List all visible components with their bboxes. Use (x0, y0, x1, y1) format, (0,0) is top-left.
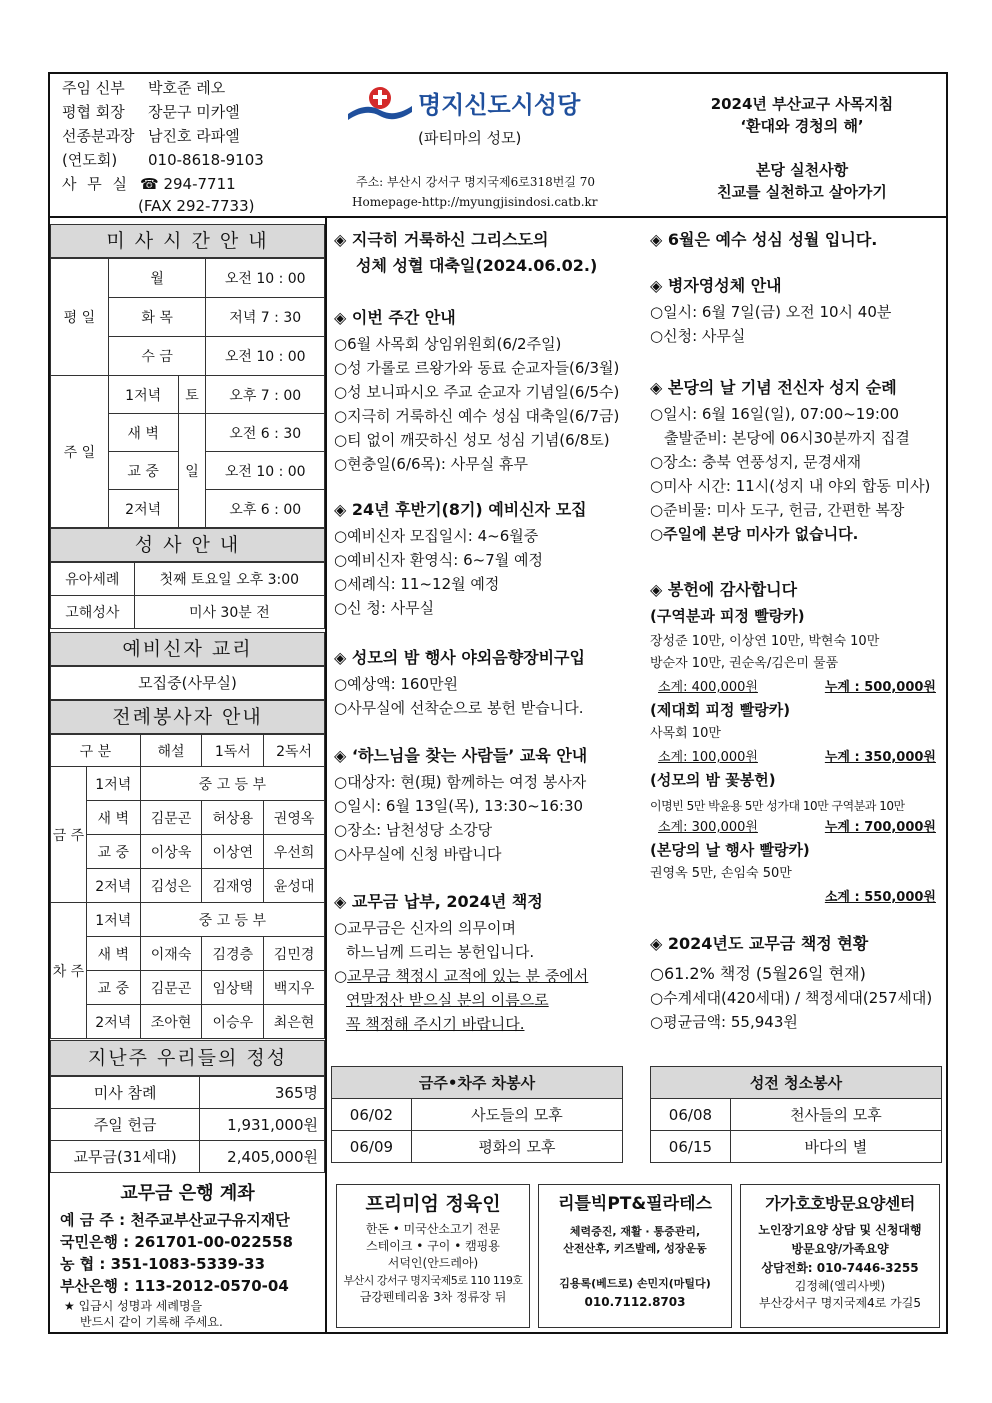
offering-value: 2,405,000원 (200, 1141, 325, 1173)
servers-table (50, 734, 325, 1039)
ad-line: 체력증진, 재활 · 통증관리, (569, 1225, 701, 1238)
list-item-text: 현충일(6/6목): 사무실 휴무 (347, 455, 528, 473)
ad-title: 가가호호방문요양센터 (765, 1194, 915, 1213)
gift-donors: 방순자 10만, 권순옥/김은미 물품 (650, 656, 839, 671)
server-name: 조아현 (140, 1005, 202, 1039)
list-item-text: 61.2% 책정 (5월26일 현재) (663, 964, 866, 983)
list-item: ○사무실에 선착순으로 봉헌 받습니다. (334, 699, 584, 717)
bank-holder: 예 금 주 : 천주교부산교구유지재단 (60, 1211, 290, 1229)
mass-times-table (50, 258, 325, 528)
sacrament-title: 성 사 안 내 (50, 528, 325, 562)
ad-line: 한돈 • 미국산소고기 전문 (365, 1222, 501, 1236)
bank-note: 반드시 같이 기록해 주세요. (80, 1315, 223, 1329)
server-mass: 새 벽 (86, 937, 140, 971)
offering-title: 지난주 우리들의 정성 (50, 1040, 325, 1076)
pastoral-year: 2024년 부산교구 사목지침 (710, 95, 894, 113)
server-mass: 1저녁 (86, 903, 140, 937)
weekly-title (334, 308, 456, 328)
list-item: ○티 없이 깨끗하신 성모 성심 기념(6/8토) (334, 431, 610, 449)
dues-title (334, 892, 543, 912)
mass-time: 오전 10 : 00 (206, 452, 325, 490)
list-item-text: 일시: 6월 16일(일), 07:00~19:00 (663, 405, 900, 423)
list-item: ○일시: 6월 13일(목), 13:30~16:30 (334, 797, 584, 815)
catechumen-title: 예비신자 교리 (50, 632, 325, 666)
server-group: 중 고 등 부 (140, 903, 324, 937)
offering-table (50, 1076, 325, 1173)
list-item: ○교무금은 신자의 의무이며 (334, 919, 517, 937)
week1-label: 금 주 (51, 767, 87, 903)
list-item: ○예비신자 환영식: 6~7월 예정 (334, 551, 544, 569)
pastoral-theme: ‘환대와 경청의 해’ (740, 117, 864, 135)
list-item: ○미사 시간: 11시(성지 내 야외 합동 미사) (650, 477, 931, 495)
mass-day2: 토 (178, 376, 206, 414)
sunday-label: 주 일 (51, 376, 109, 528)
gift-total: 누계 : 350,000원 (824, 750, 936, 765)
server-name: 이상연 (202, 835, 264, 869)
server-mass: 2저녁 (86, 1005, 140, 1039)
servers-header: 1독서 (202, 735, 264, 767)
ad-line: 김정혜(엘리사벳) (794, 1279, 886, 1293)
office-fax: (FAX 292-7733) (138, 197, 255, 215)
cleaning-duty-title: 성전 청소봉사 (651, 1067, 942, 1099)
communion-list (650, 300, 891, 348)
priest-value: 박호준 레오 (148, 79, 226, 97)
weekly-title-text: 이번 주간 안내 (351, 308, 456, 327)
duty-date: 06/15 (651, 1131, 731, 1163)
ad-butcher (336, 1184, 530, 1328)
audio-list (334, 672, 584, 720)
gift-donors: 이명빈 5만 박윤용 5만 성가대 10만 구역분과 10만 (650, 799, 905, 813)
recruit-list (334, 524, 543, 620)
server-name: 김문곤 (140, 971, 202, 1005)
servers-title: 전례봉사자 안내 (50, 700, 325, 734)
list-item-text: 준비물: 미사 도구, 헌금, 간편한 복장 (663, 501, 905, 519)
office-phone: ☎ 294-7711 (140, 175, 236, 193)
dues-status-list (650, 962, 932, 1034)
mass-time: 오전 6 : 30 (206, 414, 325, 452)
list-item-text: 예비신자 환영식: 6~7월 예정 (347, 551, 544, 569)
duty-date: 06/08 (651, 1099, 731, 1131)
offering-value: 365명 (200, 1077, 325, 1109)
mass-time: 저녁 7 : 30 (206, 298, 325, 337)
list-item: ○세례식: 11~12월 예정 (334, 575, 500, 593)
office-label: 사 무 실 (62, 175, 131, 193)
list-item-text: 지극히 거룩하신 예수 성심 대축일(6/7금) (347, 407, 620, 425)
server-name: 윤성대 (264, 869, 325, 903)
duty-group: 평화의 모후 (411, 1131, 622, 1163)
duty-group: 사도들의 모후 (411, 1099, 622, 1131)
pilgrimage-list (650, 402, 930, 546)
diamond-icon: ◈ (334, 230, 352, 249)
list-item: ○신 청: 사무실 (334, 599, 435, 617)
recruit-title-text: 24년 후반기(8기) 예비신자 모집 (351, 500, 587, 519)
month-title (650, 230, 877, 250)
thanks-title-text: 봉헌에 감사합니다 (667, 580, 798, 599)
ad-line: 산전산후, 키즈발레, 성장운동 (563, 1242, 707, 1255)
offering-value: 1,931,000원 (200, 1109, 325, 1141)
server-name: 임상택 (202, 971, 264, 1005)
ad-line: 서덕인(안드레아) (387, 1256, 479, 1270)
sacrament-time: 미사 30분 전 (134, 596, 324, 629)
week2-label: 차 주 (51, 903, 87, 1039)
list-item: ○장소: 충북 연풍성지, 문경새재 (650, 453, 862, 471)
bank-title: 교무금 은행 계좌 (120, 1183, 255, 1204)
council-value: 장문구 미카엘 (148, 103, 240, 121)
ad-title: 리틀빅PT&필라테스 (558, 1194, 712, 1214)
gift-subtotal: 소계: 300,000원 (658, 820, 758, 835)
gift-donors: 사목회 10만 (650, 726, 721, 741)
cleaning-duty-table (650, 1066, 942, 1163)
list-item-text: 성 보니파시오 주교 순교자 기념일(6/5수) (347, 383, 620, 401)
bank-kookmin: 국민은행 : 261701-00-022558 (60, 1233, 293, 1251)
list-item-text: 평균금액: 55,943원 (663, 1013, 798, 1031)
list-item: ○평균금액: 55,943원 (650, 1013, 798, 1031)
ad-line: 부산시 강서구 명지국제5로 110 119호 (343, 1274, 523, 1287)
list-item-text: 출발준비: 본당에 06시30분까지 집결 (664, 429, 910, 447)
church-name: 명지신도시성당 (418, 91, 581, 119)
diamond-icon: ◈ (650, 230, 668, 249)
recruit-title (334, 500, 587, 520)
ad-line: 금강펜테리움 3차 정류장 뒤 (359, 1290, 507, 1304)
list-item-text: 주일에 본당 미사가 없습니다. (663, 525, 859, 543)
yeondo-label: (연도회) (62, 151, 118, 169)
pilgrimage-title-text: 본당의 날 기념 전신자 성지 순례 (667, 378, 897, 397)
left-column-divider (325, 216, 327, 1334)
servers-header: 구 분 (51, 735, 141, 767)
duty-date: 06/02 (332, 1099, 412, 1131)
ad-line: 부산강서구 명지국제4로 가길5 (758, 1296, 921, 1310)
communion-title-text: 병자영성체 안내 (667, 276, 782, 295)
address: 주소: 부산시 강서구 명지국제6로318번길 70 (356, 175, 595, 189)
ad-care-center (740, 1184, 940, 1328)
audio-title-text: 성모의 밤 행사 야외음향장비구입 (351, 648, 585, 667)
mass-time: 오후 6 : 00 (206, 490, 325, 528)
ad-line: 방문요양/가족요양 (791, 1242, 889, 1256)
bank-note: ★ 입금시 성명과 세례명을 (64, 1299, 203, 1313)
duty-group: 천사들의 모후 (730, 1099, 941, 1131)
server-name: 이승우 (202, 1005, 264, 1039)
mass-day: 수 금 (108, 337, 206, 376)
mass-day: 1저녁 (108, 376, 178, 414)
list-item-text: 예상액: 160만원 (347, 675, 458, 693)
gift-donors: 장성준 10만, 이상연 10만, 박현숙 10만 (650, 634, 880, 649)
diamond-icon: ◈ (334, 892, 352, 911)
diamond-icon: ◈ (650, 934, 668, 953)
server-name: 권영옥 (264, 801, 325, 835)
mass-time: 오전 10 : 00 (206, 259, 325, 298)
diamond-icon: ◈ (650, 580, 668, 599)
car-duty-title: 금주•차주 차봉사 (332, 1067, 623, 1099)
diamond-icon: ◈ (650, 276, 668, 295)
gift-subtotal: 소계: 100,000원 (658, 750, 758, 765)
list-item-text: 사무실에 선착순으로 봉헌 받습니다. (347, 699, 584, 717)
list-item-text: 예비신자 모집일시: 4~6월중 (347, 527, 539, 545)
server-name: 허상용 (202, 801, 264, 835)
ad-phone: 010.7112.8703 (584, 1295, 686, 1309)
feast-title (334, 230, 549, 250)
list-item-text: 수계세대(420세대) / 책정세대(257세대) (663, 989, 933, 1007)
gift-total: 누계 : 500,000원 (824, 680, 936, 695)
list-item: ○지극히 거룩하신 예수 성심 대축일(6/7금) (334, 407, 620, 425)
yeondo-value: 010-8618-9103 (148, 151, 264, 169)
list-item-text: 연말정산 받으실 분의 이름으로 (346, 991, 549, 1009)
weekly-list (334, 332, 619, 476)
funeral-label: 선종분과장 (62, 127, 135, 145)
funeral-value: 남진호 라파엘 (148, 127, 240, 145)
ad-phone: 상담전화: 010-7446-3255 (761, 1261, 919, 1275)
server-name: 이상욱 (140, 835, 202, 869)
list-item-text: 6월 사목회 상임위원회(6/2주일) (347, 335, 562, 353)
communion-title (650, 276, 782, 296)
server-name: 김민경 (264, 937, 325, 971)
weekday-label: 평 일 (51, 259, 109, 376)
mass-day: 월 (108, 259, 206, 298)
gift-group-title: (구역분과 피정 빨랑카) (650, 607, 805, 625)
dues-status-title (650, 934, 868, 954)
list-item-text: 대상자: 현(現) 함께하는 여정 봉사자 (347, 773, 587, 791)
church-subtitle: (파티마의 성모) (418, 129, 522, 147)
dues-list (334, 916, 588, 1036)
list-item-text: 미사 시간: 11시(성지 내 야외 합동 미사) (663, 477, 931, 495)
list-item-text: 티 없이 깨끗하신 성모 성심 기념(6/8토) (347, 431, 610, 449)
education-title (334, 746, 587, 766)
list-item-text: 세례식: 11~12월 예정 (347, 575, 500, 593)
list-item-text: 꼭 책정해 주시기 바랍니다. (346, 1015, 525, 1033)
list-item: ○신청: 사무실 (650, 327, 746, 345)
gift-subtotal: 소계: 400,000원 (658, 680, 758, 695)
server-name: 이재숙 (140, 937, 202, 971)
server-group: 중 고 등 부 (140, 767, 324, 801)
header-divider (48, 216, 948, 218)
list-item-text: 신청: 사무실 (663, 327, 746, 345)
list-item: ○예비신자 모집일시: 4~6월중 (334, 527, 539, 545)
server-name: 백지우 (264, 971, 325, 1005)
sacrament-name: 고해성사 (51, 596, 135, 629)
dues-title-text: 교무금 납부, 2024년 책정 (351, 892, 543, 911)
server-mass: 1저녁 (86, 767, 140, 801)
mass-day: 교 중 (108, 452, 178, 490)
list-item: ○주일에 본당 미사가 없습니다. (650, 525, 859, 543)
gift-group-title: (본당의 날 행사 빨랑카) (650, 841, 810, 859)
diamond-icon: ◈ (334, 648, 352, 667)
list-item: ○사무실에 신청 바랍니다 (334, 845, 502, 863)
list-item: ○예상액: 160만원 (334, 675, 458, 693)
parish-practice: 친교를 실천하고 살아가기 (717, 183, 887, 201)
server-mass: 새 벽 (86, 801, 140, 835)
server-name: 김경층 (202, 937, 264, 971)
list-item: ○교무금 책정시 교적에 있는 분 중에서 (334, 967, 589, 985)
mass-day2: 일 (178, 414, 206, 528)
duty-date: 06/09 (332, 1131, 412, 1163)
list-item: ○현충일(6/6목): 사무실 휴무 (334, 455, 528, 473)
month-title-text: 6월은 예수 성심 성월 입니다. (667, 230, 878, 249)
server-name: 김성은 (140, 869, 202, 903)
servers-header: 해설 (140, 735, 202, 767)
server-mass: 교 중 (86, 971, 140, 1005)
list-item-text: 신 청: 사무실 (347, 599, 435, 617)
server-mass: 교 중 (86, 835, 140, 869)
list-item: ○일시: 6월 16일(일), 07:00~19:00 (650, 405, 900, 423)
parish-practice-label: 본당 실천사항 (755, 161, 849, 179)
ad-line: 스테이크 • 구이 • 캠핑용 (366, 1239, 500, 1253)
list-item: ○대상자: 현(現) 함께하는 여정 봉사자 (334, 773, 587, 791)
diamond-icon: ◈ (650, 378, 668, 397)
list-item: ○성 가롤로 르왕가와 동료 순교자들(6/3월) (334, 359, 620, 377)
list-item-text: 하느님께 드리는 봉헌입니다. (346, 943, 535, 961)
offering-label: 교무금(31세대) (51, 1141, 200, 1173)
gift-total: 누계 : 700,000원 (824, 820, 936, 835)
audio-title (334, 648, 585, 668)
education-title-text: ‘하느님을 찾는 사람들’ 교육 안내 (351, 746, 588, 765)
list-item: ○수계세대(420세대) / 책정세대(257세대) (650, 989, 933, 1007)
server-mass: 2저녁 (86, 869, 140, 903)
list-item-text: 장소: 충북 연풍성지, 문경새재 (663, 453, 862, 471)
priest-label: 주임 신부 (62, 79, 125, 97)
pilgrimage-title (650, 378, 897, 398)
list-item-text: 성 가롤로 르왕가와 동료 순교자들(6/3월) (347, 359, 620, 377)
gift-group-title: (성모의 밤 꽃봉헌) (650, 771, 776, 789)
ad-line: 김용록(베드로) 손민지(마틸다) (559, 1277, 711, 1290)
server-name: 우선희 (264, 835, 325, 869)
servers-header: 2독서 (264, 735, 325, 767)
bank-busan: 부산은행 : 113-2012-0570-04 (60, 1277, 289, 1295)
church-logo-icon (346, 86, 414, 126)
gift-donors: 권영옥 5만, 손임숙 50만 (650, 866, 792, 881)
mass-time: 오후 7 : 00 (206, 376, 325, 414)
list-item-text: 일시: 6월 13일(목), 13:30~16:30 (347, 797, 584, 815)
feast-title-line1: 지극히 거룩하신 그리스도의 (351, 230, 549, 249)
mass-time: 오전 10 : 00 (206, 337, 325, 376)
thanks-title (650, 580, 797, 600)
sacrament-name: 유아세례 (51, 563, 135, 596)
list-item-text: 장소: 남천성당 소강당 (347, 821, 493, 839)
diamond-icon: ◈ (334, 746, 352, 765)
list-item: ○61.2% 책정 (5월26일 현재) (650, 964, 866, 983)
catechumen-status: 모집중(사무실) (50, 666, 325, 700)
offering-label: 미사 참례 (51, 1077, 200, 1109)
list-item-text: 교무금은 신자의 의무이며 (347, 919, 517, 937)
offering-label: 주일 헌금 (51, 1109, 200, 1141)
council-label: 평협 회장 (62, 103, 125, 121)
mass-day: 2저녁 (108, 490, 178, 528)
list-item: ○성 보니파시오 주교 순교자 기념일(6/5수) (334, 383, 620, 401)
car-duty-table (331, 1066, 623, 1163)
diamond-icon: ◈ (334, 500, 352, 519)
homepage-link[interactable]: Homepage-http://myungjisindosi.catb.kr (352, 195, 598, 209)
server-name: 김재영 (202, 869, 264, 903)
list-item: ○장소: 남천성당 소강당 (334, 821, 493, 839)
sacrament-table (50, 562, 325, 629)
server-name: 최은현 (264, 1005, 325, 1039)
gift-subtotal: 소계 : 550,000원 (824, 890, 936, 905)
mass-day: 화 목 (108, 298, 206, 337)
list-item-text: 일시: 6월 7일(금) 오전 10시 40분 (663, 303, 892, 321)
list-item-text: 사무실에 신청 바랍니다 (347, 845, 502, 863)
mass-times-title: 미 사 시 간 안 내 (50, 224, 325, 258)
server-name: 김문곤 (140, 801, 202, 835)
feast-title-line2: 성체 성혈 대축일(2024.06.02.) (356, 256, 598, 275)
list-item-text: 교무금 책정시 교적에 있는 분 중에서 (347, 967, 589, 985)
gift-group-title: (제대회 피정 빨랑카) (650, 701, 791, 719)
ad-title: 프리미엄 정육인 (365, 1193, 501, 1215)
list-item: ○준비물: 미사 도구, 헌금, 간편한 복장 (650, 501, 905, 519)
diamond-icon: ◈ (334, 308, 352, 327)
sacrament-time: 첫째 토요일 오후 3:00 (134, 563, 324, 596)
education-list (334, 770, 586, 866)
ad-pilates (538, 1184, 732, 1328)
list-item: ○일시: 6월 7일(금) 오전 10시 40분 (650, 303, 892, 321)
mass-day: 새 벽 (108, 414, 178, 452)
list-item: ○6월 사목회 상임위원회(6/2주일) (334, 335, 562, 353)
bank-nonghyup: 농 협 : 351-1083-5339-33 (60, 1255, 266, 1273)
duty-group: 바다의 별 (730, 1131, 941, 1163)
dues-status-title-text: 2024년도 교무금 책정 현황 (667, 934, 869, 953)
ad-line: 노인장기요양 상담 및 신청대행 (758, 1223, 922, 1237)
